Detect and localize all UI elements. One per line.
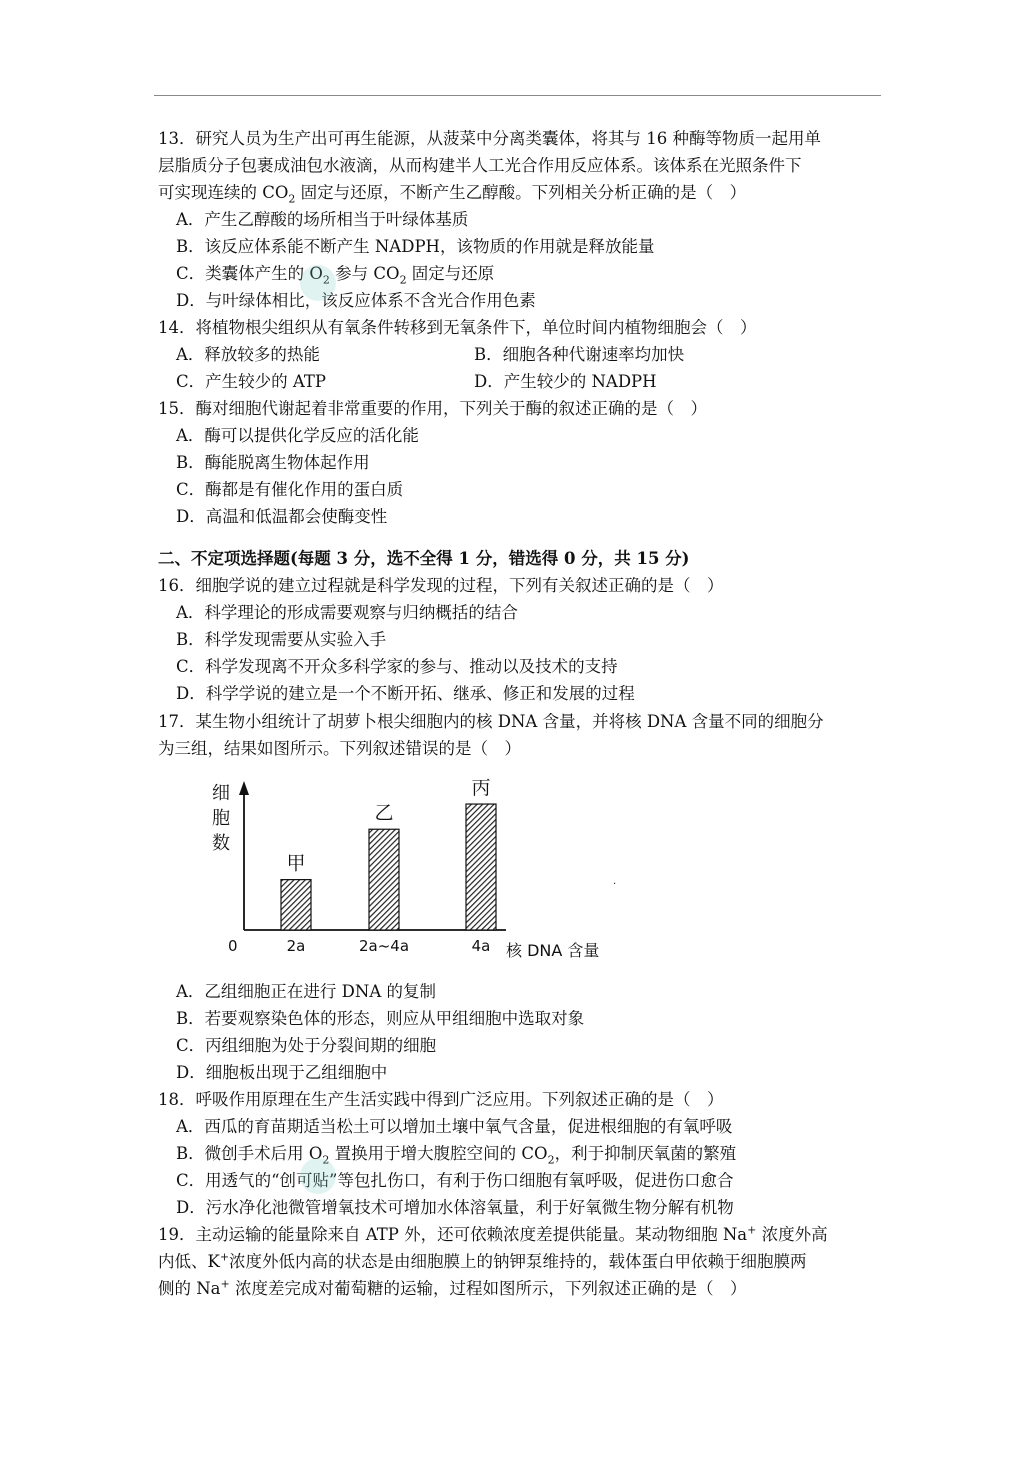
q17-option-d: D．细胞板出现于乙组细胞中 — [176, 1063, 388, 1082]
q17-option-c: C．丙组细胞为处于分裂间期的细胞 — [176, 1036, 437, 1055]
q16-option-a: A．科学理论的形成需要观察与归纳概括的结合 — [176, 603, 518, 622]
q14-option-b: B．细胞各种代谢速率均加快 — [474, 345, 685, 364]
bar-4a — [466, 804, 496, 930]
q16-stem: 16．细胞学说的建立过程就是科学发现的过程，下列有关叙述正确的是（ ） — [158, 576, 724, 595]
x-tick-label: 2a~4a — [358, 937, 410, 955]
q13-stem-line2: 层脂质分子包裹成油包水液滴，从而构建半人工光合作用反应体系。该体系在光照条件下 — [158, 156, 802, 175]
q19-stem-line3: 侧的 Na+ 浓度差完成对葡萄糖的运输，过程如图所示，下列叙述正确的是（ ） — [158, 1277, 747, 1298]
header-rule — [154, 95, 881, 96]
q13-option-a: A．产生乙醇酸的场所相当于叶绿体基质 — [176, 210, 469, 229]
q15-option-d: D．高温和低温都会使酶变性 — [176, 507, 388, 526]
origin-label: 0 — [228, 937, 238, 955]
q14-option-d: D．产生较少的 NADPH — [474, 372, 657, 391]
y-axis-label-char: 胞 — [212, 808, 230, 829]
y-axis-label — [212, 783, 230, 854]
section-2-heading: 二、不定项选择题(每题 3 分，选不全得 1 分，错选得 0 分，共 15 分) — [158, 549, 690, 568]
q15-option-b: B．酶能脱离生物体起作用 — [176, 453, 370, 472]
watermark-logo-icon — [300, 1158, 336, 1194]
x-axis-label: 核 DNA 含量 — [506, 941, 600, 960]
q14-stem: 14．将植物根尖组织从有氧条件转移到无氧条件下，单位时间内植物细胞会（ ） — [158, 318, 757, 337]
bar-2a~4a — [369, 829, 399, 930]
q13-stem-line1: 13．研究人员为生产出可再生能源，从菠菜中分离类囊体，将其与 16 种酶等物质一起用单 — [158, 129, 821, 148]
q13-option-b: B．该反应体系能不断产生 NADPH，该物质的作用就是释放能量 — [176, 237, 655, 256]
q17-stem-line2: 为三组，结果如图所示。下列叙述错误的是（ ） — [158, 739, 521, 758]
q15-stem: 15．酶对细胞代谢起着非常重要的作用，下列关于酶的叙述正确的是（ ） — [158, 399, 707, 418]
q18-option-a: A．西瓜的育苗期适当松土可以增加土壤中氧气含量，促进根细胞的有氧呼吸 — [176, 1117, 733, 1136]
q13-stem-line3: 可实现连续的 $CO_2$ 固定与还原，不断产生乙醇酸。下列相关分析正确的是（ ） — [158, 183, 747, 206]
q17-option-b: B．若要观察染色体的形态，则应从甲组细胞中选取对象 — [176, 1009, 585, 1028]
bar-group-label: 甲 — [286, 852, 306, 875]
x-tick-label: 4a — [471, 937, 491, 955]
q18-option-c: C．用透气的“创可贴”等包扎伤口，有利于伤口细胞有氧呼吸，促进伤口愈合 — [176, 1171, 734, 1190]
q16-option-d: D．科学学说的建立是一个不断开拓、继承、修正和发展的过程 — [176, 684, 635, 703]
q16-option-b: B．科学发现需要从实验入手 — [176, 630, 387, 649]
q15-option-c: C．酶都是有催化作用的蛋白质 — [176, 480, 404, 499]
q18-stem: 18．呼吸作用原理在生产生活实践中得到广泛应用。下列叙述正确的是（ ） — [158, 1090, 724, 1109]
y-axis-label-char: 数 — [212, 833, 230, 854]
q19-stem-line1: 19．主动运输的能量除来自 ATP 外，还可依赖浓度差提供能量。某动物细胞 Na+ 浓度外高 — [158, 1223, 828, 1244]
q15-option-a: A．酶可以提供化学反应的活化能 — [176, 426, 419, 445]
q18-option-d: D．污水净化池微管增氧技术可增加水体溶氧量，利于好氧微生物分解有机物 — [176, 1198, 734, 1217]
bar-group-label: 丙 — [471, 777, 491, 800]
bar-2a — [281, 880, 311, 930]
q16-option-c: C．科学发现离不开众多科学家的参与、推动以及技术的支持 — [176, 657, 618, 676]
bar-group-label: 乙 — [374, 802, 394, 825]
q14-option-c: C．产生较少的 ATP — [176, 372, 326, 391]
y-axis-arrow-icon — [239, 781, 249, 795]
q19-stem-line2: 内低、K+浓度外低内高的状态是由细胞膜上的钠钾泵维持的，载体蛋白甲依赖于细胞膜两 — [158, 1250, 807, 1271]
watermark-logo-icon — [300, 265, 336, 301]
q13-option-c: C．类囊体产生的 $O_2$ 参与 $CO_2$ 固定与还原 — [176, 264, 495, 287]
stray-mark: · — [613, 879, 617, 890]
x-tick-label: 2a — [286, 937, 306, 955]
q18-option-b: B．微创手术后用 $O_2$ 置换用于增大腹腔空间的 $CO_2$，利于抑制厌氧菌的繁殖 — [176, 1144, 737, 1167]
q14-option-a: A．释放较多的热能 — [176, 345, 320, 364]
q13-option-d: D．与叶绿体相比，该反应体系不含光合作用色素 — [176, 291, 536, 310]
y-axis-label-char: 细 — [212, 783, 230, 804]
dna-content-bar-chart — [200, 775, 640, 975]
q17-stem-line1: 17．某生物小组统计了胡萝卜根尖细胞内的核 DNA 含量，并将核 DNA 含量不同的细胞分 — [158, 712, 824, 731]
q17-option-a: A．乙组细胞正在进行 DNA 的复制 — [176, 982, 436, 1001]
